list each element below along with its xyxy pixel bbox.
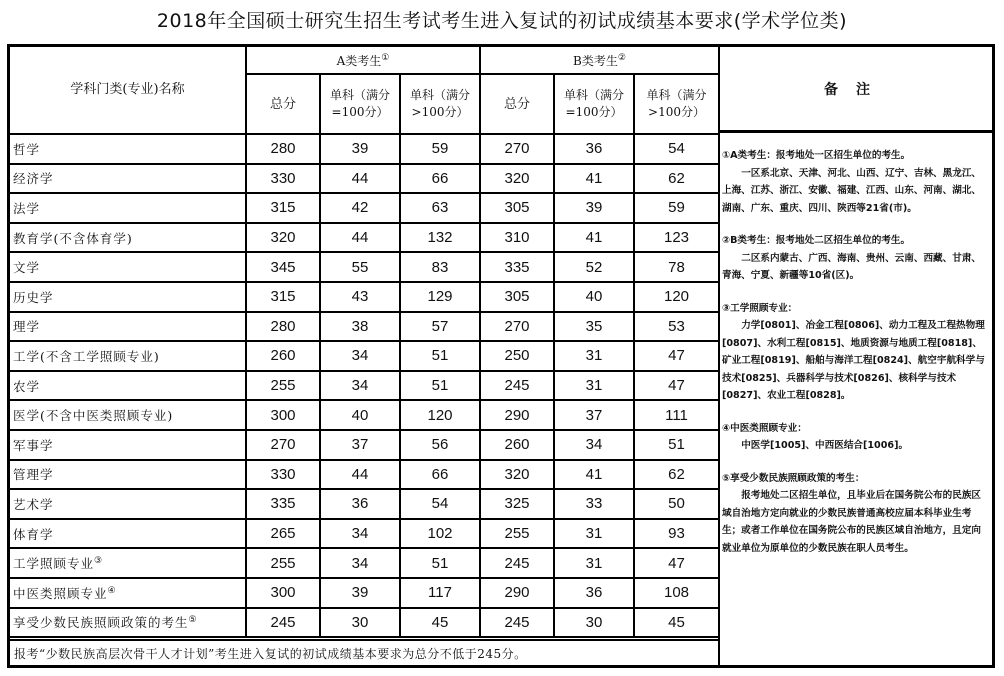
header-group-b [480, 47, 718, 74]
table-row [10, 193, 718, 223]
notes-column [718, 47, 992, 665]
b-single-gt100: 47 [634, 341, 718, 371]
subject-name: 哲学 [10, 134, 246, 164]
header-a-total: 总分 [246, 74, 320, 134]
a-single-100: 44 [320, 460, 400, 490]
b-single-gt100: 120 [634, 282, 718, 312]
a-single-100: 44 [320, 223, 400, 253]
a-single-100: 42 [320, 193, 400, 223]
subject-name: 享受少数民族照顾政策的考生⑤ [10, 608, 246, 638]
a-single-100: 39 [320, 134, 400, 164]
header-a-single-100: 单科（满分=100分） [320, 74, 400, 134]
b-total: 250 [480, 341, 554, 371]
a-single-gt100: 132 [400, 223, 480, 253]
b-single-gt100: 45 [634, 608, 718, 638]
a-single-gt100: 45 [400, 608, 480, 638]
b-single-gt100: 47 [634, 548, 718, 578]
b-single-100: 31 [554, 341, 634, 371]
b-total: 245 [480, 608, 554, 638]
table-row [10, 223, 718, 253]
b-single-gt100: 53 [634, 312, 718, 342]
a-single-100: 36 [320, 489, 400, 519]
a-total: 320 [246, 223, 320, 253]
a-total: 245 [246, 608, 320, 638]
a-total: 270 [246, 430, 320, 460]
subject-name: 工学照顾专业③ [10, 548, 246, 578]
b-single-100: 40 [554, 282, 634, 312]
a-single-100: 34 [320, 371, 400, 401]
b-total: 320 [480, 164, 554, 194]
header-subject-name: 学科门类(专业)名称 [10, 47, 246, 134]
b-single-100: 35 [554, 312, 634, 342]
note-heading: ③工学照顾专业： [722, 302, 798, 314]
b-single-gt100: 59 [634, 193, 718, 223]
note-heading: ①A类考生：报考地处一区招生单位的考生。 [722, 150, 911, 161]
subject-name: 中医类照顾专业④ [10, 578, 246, 608]
a-single-gt100: 63 [400, 193, 480, 223]
a-single-100: 30 [320, 608, 400, 638]
a-single-100: 40 [320, 400, 400, 430]
note-item [720, 300, 992, 405]
b-single-100: 37 [554, 400, 634, 430]
a-single-gt100: 129 [400, 282, 480, 312]
a-single-100: 37 [320, 430, 400, 460]
table-row [10, 578, 718, 608]
b-total: 245 [480, 548, 554, 578]
b-single-gt100: 108 [634, 578, 718, 608]
note-item [720, 232, 992, 285]
b-single-100: 52 [554, 252, 634, 282]
page-title: 2018年全国硕士研究生招生考试考生进入复试的初试成绩基本要求(学术学位类) [156, 10, 848, 32]
a-total: 315 [246, 282, 320, 312]
a-single-gt100: 57 [400, 312, 480, 342]
subject-name: 农学 [10, 371, 246, 401]
b-single-gt100: 54 [634, 134, 718, 164]
note-body: 一区系北京、天津、河北、山西、辽宁、吉林、黑龙江、上海、江苏、浙江、安徽、福建、江西、山东、河南、湖北、湖南、广东、重庆、四川、陕西等21省(市)。 [722, 167, 982, 214]
a-total: 255 [246, 371, 320, 401]
note-body: 二区系内蒙古、广西、海南、贵州、云南、西藏、甘肃、青海、宁夏、新疆等10省(区)。 [722, 252, 982, 281]
b-single-gt100: 47 [634, 371, 718, 401]
a-single-gt100: 102 [400, 519, 480, 549]
b-total: 325 [480, 489, 554, 519]
a-single-gt100: 54 [400, 489, 480, 519]
a-single-100: 39 [320, 578, 400, 608]
a-single-gt100: 51 [400, 341, 480, 371]
b-total: 320 [480, 460, 554, 490]
table-row [10, 400, 718, 430]
b-total: 290 [480, 578, 554, 608]
a-total: 280 [246, 134, 320, 164]
table-row [10, 460, 718, 490]
a-total: 330 [246, 164, 320, 194]
b-single-100: 36 [554, 134, 634, 164]
a-single-gt100: 83 [400, 252, 480, 282]
footnote-marker: ⑤ [188, 615, 198, 626]
a-single-100: 55 [320, 252, 400, 282]
footnote-marker: ③ [94, 555, 104, 566]
a-total: 330 [246, 460, 320, 490]
b-single-100: 36 [554, 578, 634, 608]
table-row [10, 519, 718, 549]
note-body: 中医学[1005]、中西医结合[1006]。 [741, 440, 909, 451]
table-row [10, 252, 718, 282]
b-single-gt100: 78 [634, 252, 718, 282]
a-total: 345 [246, 252, 320, 282]
group-b-footnote: ② [617, 52, 626, 63]
a-single-100: 43 [320, 282, 400, 312]
b-total: 260 [480, 430, 554, 460]
b-single-100: 31 [554, 548, 634, 578]
a-total: 265 [246, 519, 320, 549]
b-total: 290 [480, 400, 554, 430]
a-total: 335 [246, 489, 320, 519]
notes-header: 备注 [720, 47, 992, 133]
b-single-gt100: 50 [634, 489, 718, 519]
a-single-100: 34 [320, 341, 400, 371]
note-heading: ②B类考生：报考地处二区招生单位的考生。 [722, 235, 911, 246]
b-single-gt100: 62 [634, 164, 718, 194]
note-item [720, 147, 992, 217]
note-item [720, 420, 992, 455]
table-footer-note: 报考“少数民族高层次骨干人才计划”考生进入复试的初试成绩基本要求为总分不低于245分。 [10, 639, 718, 665]
a-single-gt100: 117 [400, 578, 480, 608]
footnote-marker: ④ [107, 585, 117, 596]
b-total: 245 [480, 371, 554, 401]
subject-name: 文学 [10, 252, 246, 282]
b-single-100: 31 [554, 519, 634, 549]
b-single-gt100: 51 [634, 430, 718, 460]
table-row [10, 548, 718, 578]
a-single-gt100: 66 [400, 164, 480, 194]
a-total: 255 [246, 548, 320, 578]
subject-name: 体育学 [10, 519, 246, 549]
b-single-100: 30 [554, 608, 634, 638]
score-table [7, 44, 995, 668]
a-total: 300 [246, 400, 320, 430]
header-b-single-gt100: 单科（满分>100分） [634, 74, 718, 134]
table-row [10, 282, 718, 312]
group-b-label: B类考生 [573, 53, 618, 68]
a-single-gt100: 51 [400, 548, 480, 578]
note-heading: ④中医类照顾专业： [722, 422, 807, 434]
b-single-gt100: 62 [634, 460, 718, 490]
a-single-gt100: 120 [400, 400, 480, 430]
score-grid [10, 47, 718, 638]
header-b-total: 总分 [480, 74, 554, 134]
group-a-footnote: ① [381, 52, 390, 63]
b-total: 270 [480, 312, 554, 342]
table-row [10, 371, 718, 401]
subject-name: 管理学 [10, 460, 246, 490]
note-body: 报考地处二区招生单位，且毕业后在国务院公布的民族区域自治地方定向就业的少数民族普通高校应届本科毕业生考生；或者工作单位在国务院公布的民族区域自治地方，且定向就业单位为原单位的少数民族在职人员考生。 [722, 490, 982, 554]
a-single-100: 38 [320, 312, 400, 342]
b-single-100: 41 [554, 164, 634, 194]
b-single-100: 31 [554, 371, 634, 401]
subject-name: 教育学(不含体育学) [10, 223, 246, 253]
b-total: 270 [480, 134, 554, 164]
header-group-a [246, 47, 480, 74]
b-total: 255 [480, 519, 554, 549]
table-row [10, 312, 718, 342]
subject-name: 经济学 [10, 164, 246, 194]
subject-name: 历史学 [10, 282, 246, 312]
header-a-single-gt100: 单科（满分>100分） [400, 74, 480, 134]
b-total: 335 [480, 252, 554, 282]
a-single-100: 44 [320, 164, 400, 194]
b-single-100: 34 [554, 430, 634, 460]
b-single-100: 41 [554, 223, 634, 253]
table-row [10, 430, 718, 460]
a-single-gt100: 59 [400, 134, 480, 164]
table-row [10, 489, 718, 519]
header-b-single-100: 单科（满分=100分） [554, 74, 634, 134]
a-total: 280 [246, 312, 320, 342]
table-row [10, 134, 718, 164]
b-single-gt100: 123 [634, 223, 718, 253]
subject-name: 艺术学 [10, 489, 246, 519]
a-total: 315 [246, 193, 320, 223]
b-total: 310 [480, 223, 554, 253]
a-single-100: 34 [320, 519, 400, 549]
note-body: 力学[0801]、冶金工程[0806]、动力工程及工程热物理[0807]、水利工程[0815]、地质资源与地质工程[0818]、矿业工程[0819]、船舶与海洋工程[0824]、航空宇航科学与技术[0825]、兵器科学与技术[0826]、核科学与技术[0827]、农业工程[0828]。 [722, 320, 985, 401]
note-item [720, 470, 992, 558]
b-single-gt100: 93 [634, 519, 718, 549]
subject-name: 医学(不含中医类照顾专业) [10, 400, 246, 430]
subject-name: 理学 [10, 312, 246, 342]
subject-name: 工学(不含工学照顾专业) [10, 341, 246, 371]
b-single-100: 41 [554, 460, 634, 490]
group-a-label: A类考生 [336, 53, 382, 68]
b-single-100: 39 [554, 193, 634, 223]
note-heading: ⑤享受少数民族照顾政策的考生： [722, 472, 865, 484]
a-total: 260 [246, 341, 320, 371]
b-total: 305 [480, 193, 554, 223]
a-single-gt100: 56 [400, 430, 480, 460]
a-single-100: 34 [320, 548, 400, 578]
b-total: 305 [480, 282, 554, 312]
b-single-gt100: 111 [634, 400, 718, 430]
subject-name: 军事学 [10, 430, 246, 460]
subject-name: 法学 [10, 193, 246, 223]
table-row [10, 164, 718, 194]
table-row [10, 608, 718, 638]
a-total: 300 [246, 578, 320, 608]
table-row [10, 341, 718, 371]
a-single-gt100: 66 [400, 460, 480, 490]
a-single-gt100: 51 [400, 371, 480, 401]
b-single-100: 33 [554, 489, 634, 519]
